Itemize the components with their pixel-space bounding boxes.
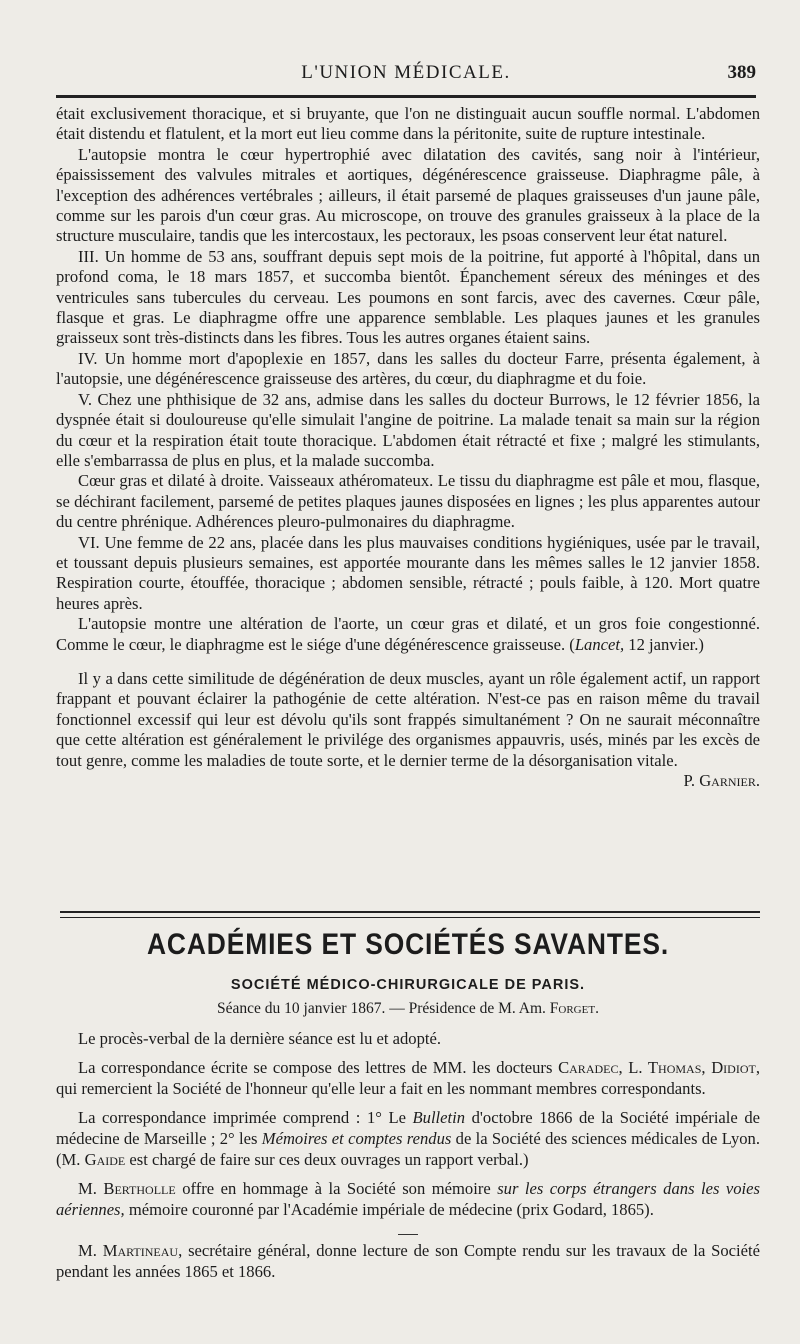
paragraph: V. Chez une phthisique de 32 ans, admise dans les salles du docteur Burrows, le 12 février 1856, la dyspnée était si douloureuse qu'elle simulait l'angine de poitrine. La malade tenait sa main sur la région du cœur et la respiration était toute thoracique. L'abdomen était rétracté et fixe ; malgré les stimulants, elle s'embarrassa de plus en plus, et la malade succomba. [56,389,760,470]
running-head [56,62,756,88]
text: d'octobre 1866 de la Société impériale de médecine de Marseille ; 2° les [56,1108,760,1148]
page-number: 389 [727,62,756,83]
printed-correspondence-paragraph [56,1108,760,1170]
text: La correspondance écrite se compose des lettres de MM. les docteurs [78,1058,553,1078]
citation-date: 12 janvier.) [628,634,704,654]
section-divider [60,911,760,918]
correspondence-paragraph [56,1058,760,1099]
seance-line [56,999,760,1020]
secretary-paragraph [56,1241,760,1282]
president-name: Forget. [549,1000,599,1017]
doctor-names: Caradec, L. Thomas, Didiot, [558,1058,760,1078]
paragraph: VI. Une femme de 22 ans, placée dans les plus mauvaises conditions hygiéniques, usée par le travail, et toussant depuis plusieurs semaines, est apportée mourante dans les mêmes salles le 12 janvier 1858. Respiration courte, étouffée, thoracique ; abdomen sensible, rétracté ; pouls faible, à 120. Mort quatre heures après. [56,532,760,613]
paragraph: Cœur gras et dilaté à droite. Vaisseaux athéromateux. Le tissu du diaphragme est pâle et mou, flasque, se déchirant facilement, parsemé de petites plaques jaunes disposées en lignes ; les plus apparentes autour du centre phrénique. Adhérences pleuro-pulmonaires du diaphragme. [56,471,760,532]
paragraph-text: L'autopsie montre une altération de l'aorte, un cœur gras et dilaté, et un gros foie congestionné. Comme le cœur, le diaphragme est le siége d'une dégénérescence graisseuse. ( [56,614,760,654]
text: La correspondance imprimée comprend : 1° Le [78,1108,406,1128]
section-heading: ACADÉMIES ET SOCIÉTÉS SAVANTES. [146,928,670,961]
paragraph-text: Il y a dans cette similitude de dégénération de deux muscles, ayant un rôle également actif, un rapport frappant et pouvant éclairer la pathogénie de cette altération. N'est-ce pas en raison même du travail fonctionnel excessif qui leur est dévolu qu'ils sont frappés simultanément ? On ne saurait méconnaître que cette altération est généralement le privilége des organismes appauvris, usés, minés par les excès de tout genre, comme les maladies de toute sorte, et le dernier terme de la désorganisation vitale. [56,668,760,770]
text: de la Société des sciences médicales de Lyon. (M. [56,1128,760,1169]
minutes-paragraph: Le procès-verbal de la dernière séance est lu et adopté. [78,1028,442,1048]
paragraph: III. Un homme de 53 ans, souffrant depuis sept mois de la poitrine, fut apporté à l'hôpital, dans un profond coma, le 18 mars 1857, et succomba bientôt. Épanchement séreux des méninges et des ventricules sans tubercules du cerveau. Les poumons en sont farcis, avec des cavernes. Cœur pâle, flasque et gras. Le diaphragme offre une apparence semblable. Les plaques jaunes et les granules graisseux sont très-distincts dans les fibres. Tous les autres organes étaient sains. [56,246,760,348]
paragraph [56,668,760,790]
paragraph: était exclusivement thoracique, et si bruyante, que l'on ne distinguait aucun souffle normal. L'abdomen était distendu et flatulent, et la mort eut lieu comme dans la péritonite, suite de rupture intestinale. [56,104,760,144]
memoires-title: Mémoires et comptes rendus [261,1128,452,1148]
bulletin-title: Bulletin [412,1108,466,1128]
memoir-title: sur les corps étrangers dans les voies aériennes, [56,1179,760,1219]
text: offre en hommage à la Société son mémoire [182,1179,491,1199]
paragraph: IV. Un homme mort d'apoplexie en 1857, dans les salles du docteur Farre, présenta également, à l'autopsie, une dégénérescence graisseuse des artères, du cœur, du diaphragme et du foie. [56,348,760,389]
secretary-name: M. Martineau, [78,1241,183,1261]
running-title: L'UNION MÉDICALE. [301,62,511,83]
header-rule [56,95,756,98]
reporter-name: Gaide [84,1149,126,1169]
text: secrétaire général, donne lecture de son Compte rendu sur les travaux de la Société pendant les années 1865 et 1866. [56,1241,760,1281]
seance-text: Séance du 10 janvier 1867. — Présidence de M. Am. [217,1000,546,1017]
paragraph [56,614,760,655]
text: mémoire couronné par l'Académie impériale de médecine (prix Godard, 1865). [128,1199,654,1219]
paragraph: L'autopsie montra le cœur hypertrophié avec dilatation des cavités, sang noir à l'intérieur, épaississement des valvules mitrales et aortiques, dégénérescence graisseuse. Diaphragme pâle, à l'exception des adhérences vertébrales ; ailleurs, il était parsemé de plaques graisseuses d'un jaune pâle, comme sur les parois d'un cœur gras. Au microscope, on trouve des granules graisseux à la place de la structure musculaire, tandis que les intercostaux, les pectoraux, les psoas conservent leur état naturel. [56,144,760,246]
hommage-paragraph [56,1179,760,1220]
academies-section [56,925,760,1283]
text: qui remercient la Société de l'honneur qu'elle leur a fait en les nommant membres correspondants. [56,1078,706,1098]
article-body [56,104,760,791]
member-name: M. Bertholle [78,1179,176,1199]
text: est chargé de faire sur ces deux ouvrages un rapport verbal.) [129,1149,529,1169]
author-signature: P. Garnier. [683,771,760,790]
short-divider [398,1234,418,1235]
citation-journal: Lancet, [574,634,625,654]
society-name: SOCIÉTÉ MÉDICO-CHIRURGICALE DE PARIS. [230,977,586,993]
